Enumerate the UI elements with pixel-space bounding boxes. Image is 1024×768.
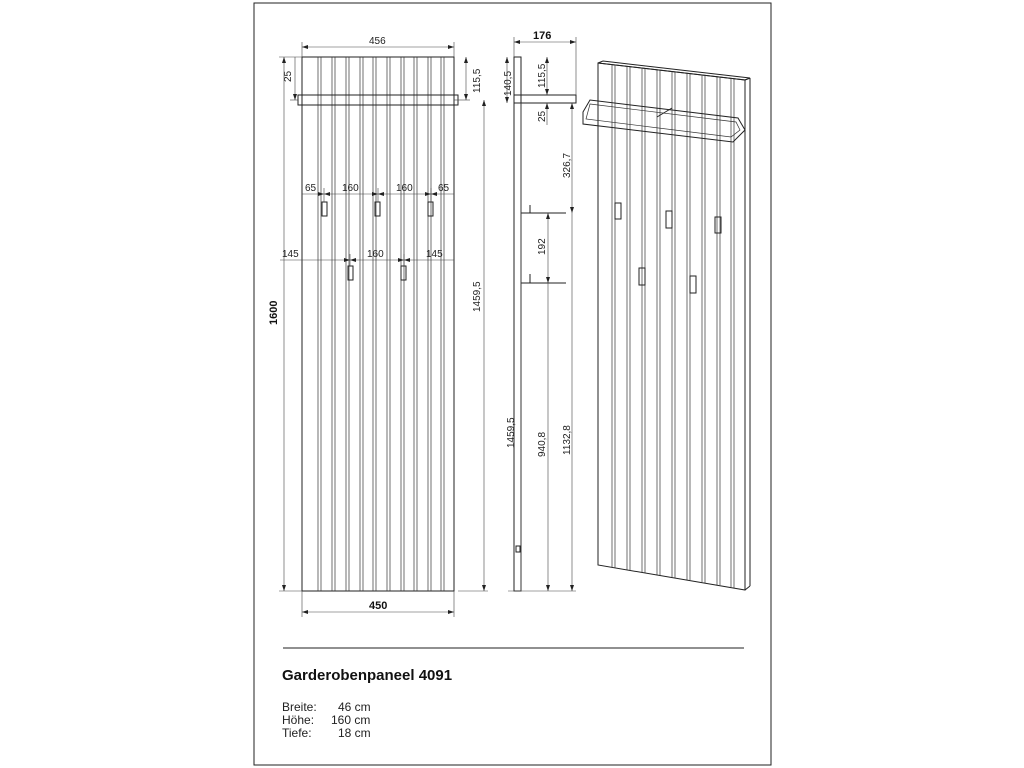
hook-icon <box>401 266 406 280</box>
side-hook-spacing-label: 192 <box>537 238 548 255</box>
front-height-total-label: 1600 <box>268 300 280 325</box>
side-hook-lower <box>521 274 566 283</box>
spec-depth-value: 18 cm <box>338 726 371 740</box>
side-rail-height-label: 115,5 <box>537 63 548 88</box>
side-height-1132-label: 1132,8 <box>562 425 573 455</box>
front-slats <box>318 57 444 591</box>
lower-hook-left-label: 145 <box>282 249 299 260</box>
sheet-border <box>254 3 771 765</box>
lower-hook-gap-label: 160 <box>367 249 384 260</box>
spec-height-label: Höhe: <box>282 713 315 727</box>
side-panel-outline <box>514 57 521 591</box>
side-top-rail <box>514 95 576 103</box>
perspective-view <box>583 61 750 590</box>
hook-icon <box>615 203 621 219</box>
side-rail-offset-label: 25 <box>537 110 548 122</box>
perspective-panel-outline <box>598 63 745 590</box>
front-width-bottom-label: 450 <box>369 600 388 612</box>
hook-icon <box>690 276 696 293</box>
spec-depth-label: Tiefe: <box>282 726 312 740</box>
side-depth-label: 176 <box>533 30 552 42</box>
upper-hook-right-label: 65 <box>438 183 450 194</box>
hook-icon <box>322 202 327 216</box>
upper-hook-left-label: 65 <box>305 183 317 194</box>
front-rail-height-label: 115,5 <box>472 68 483 93</box>
spec-width-label: Breite: <box>282 700 317 714</box>
side-bracket <box>516 546 520 552</box>
lower-hook-right-label: 145 <box>426 249 443 260</box>
product-title: Garderobenpaneel 4091 <box>282 667 453 684</box>
front-top-offset-label: 25 <box>283 70 294 82</box>
upper-hook-gap1-label: 160 <box>342 183 359 194</box>
side-top-total-label: 140,5 <box>503 70 514 96</box>
hook-icon <box>666 211 672 228</box>
side-view <box>503 30 576 591</box>
front-width-top-label: 456 <box>369 36 386 47</box>
perspective-panel-top <box>598 61 750 80</box>
front-view <box>268 36 488 617</box>
side-hook-upper-label: 326,7 <box>562 152 573 178</box>
side-height-lower-label: 1459,5 <box>506 417 517 448</box>
perspective-slats <box>612 65 734 588</box>
side-height-940-label: 940,8 <box>537 431 548 457</box>
side-hook-upper <box>521 205 566 213</box>
upper-hook-gap2-label: 160 <box>396 183 413 194</box>
spec-height-value: 160 cm <box>331 713 371 727</box>
front-height-from-rail-label: 1459,5 <box>472 281 483 312</box>
spec-width-value: 46 cm <box>338 700 371 714</box>
hook-icon <box>428 202 433 216</box>
front-top-rail <box>298 95 458 105</box>
